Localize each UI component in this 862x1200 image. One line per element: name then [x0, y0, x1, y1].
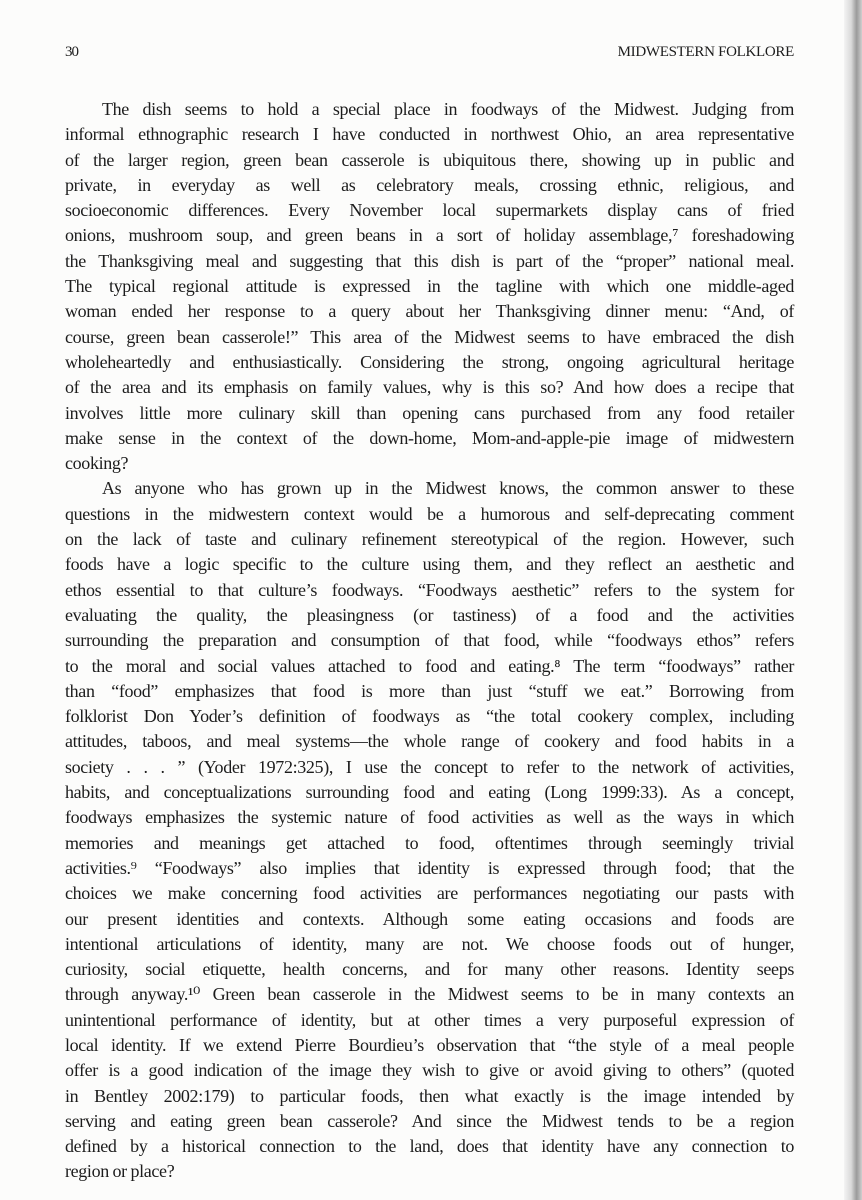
text-line: course, green bean casserole!” This area of the Midwest seems to have embraced the dish	[65, 326, 794, 347]
body-text	[65, 97, 794, 1185]
text-line: The dish seems to hold a special place in foodways of the Midwest. Judging from	[102, 99, 794, 119]
text-line: region or place?	[65, 1161, 175, 1182]
text-line: evaluating the quality, the pleasingness (or tastiness) of a food and the activities	[65, 604, 794, 625]
text-line: society . . . ” (Yoder 1972:325), I use the concept to refer to the network of activities,	[65, 756, 794, 777]
text-line: of the area and its emphasis on family values, why is this so? And how does a recipe that	[65, 377, 794, 398]
text-line: our present identities and contexts. Although some eating occasions and foods are	[65, 908, 794, 929]
text-line: habits, and conceptualizations surrounding food and eating (Long 1999:33). As a concept,	[65, 782, 794, 803]
text-line: intentional articulations of identity, many are not. We choose foods out of hunger,	[65, 933, 794, 954]
text-line: offer is a good indication of the image they wish to give or avoid giving to others” (quoted	[65, 1060, 794, 1081]
text-line: the Thanksgiving meal and suggesting that this dish is part of the “proper” national meal.	[65, 250, 794, 271]
page-number: 30	[65, 44, 78, 60]
text-line: surrounding the preparation and consumption of that food, while “foodways ethos” refers	[65, 630, 794, 651]
text-line: local identity. If we extend Pierre Bourdieu’s observation that “the style of a meal people	[65, 1034, 794, 1055]
page-header	[65, 44, 794, 68]
running-head: MIDWESTERN FOLKLORE	[617, 44, 794, 60]
text-line: socioeconomic differences. Every November local supermarkets display cans of fried	[65, 200, 794, 221]
text-line: ethos essential to that culture’s foodways. “Foodways aesthetic” refers to the system for	[65, 579, 794, 600]
paragraph	[65, 476, 794, 1184]
text-line: private, in everyday as well as celebratory meals, crossing ethnic, religious, and	[65, 174, 794, 195]
text-line: on the lack of taste and culinary refinement stereotypical of the region. However, such	[65, 529, 794, 550]
text-line: wholeheartedly and enthusiastically. Considering the strong, ongoing agricultural heritage	[65, 351, 794, 372]
text-line: informal ethnographic research I have conducted in northwest Ohio, an area representative	[65, 124, 794, 145]
text-line: foodways emphasizes the systemic nature of food activities as well as the ways in which	[65, 807, 794, 828]
text-line: woman ended her response to a query about her Thanksgiving dinner menu: “And, of	[65, 301, 794, 322]
text-line: questions in the midwestern context would be a humorous and self-deprecating comment	[65, 503, 794, 524]
text-line: folklorist Don Yoder’s definition of foodways as “the total cookery complex, including	[65, 706, 794, 727]
text-line: The typical regional attitude is expressed in the tagline with which one middle-aged	[65, 276, 794, 297]
text-line: attitudes, taboos, and meal systems—the whole range of cookery and food habits in a	[65, 731, 794, 752]
text-line: onions, mushroom soup, and green beans in a sort of holiday assemblage,⁷ foreshadowing	[65, 225, 794, 246]
text-line: cooking?	[65, 453, 129, 474]
text-line: memories and meanings get attached to food, oftentimes through seemingly trivial	[65, 832, 794, 853]
text-line: serving and eating green bean casserole? And since the Midwest tends to be a region	[65, 1110, 794, 1131]
text-line: curiosity, social etiquette, health concerns, and for many other reasons. Identity seeps	[65, 959, 794, 980]
scan-edge-shadow	[844, 0, 862, 1200]
text-line: through anyway.¹⁰ Green bean casserole in the Midwest seems to be in many contexts an	[65, 984, 794, 1005]
text-line: unintentional performance of identity, but at other times a very purposeful expression of	[65, 1009, 794, 1030]
paragraph	[65, 97, 794, 476]
text-line: foods have a logic specific to the culture using them, and they reflect an aesthetic and	[65, 554, 794, 575]
text-line: than “food” emphasizes that food is more than just “stuff we eat.” Borrowing from	[65, 680, 794, 701]
text-line: make sense in the context of the down-home, Mom-and-apple-pie image of midwestern	[65, 427, 794, 448]
text-line: of the larger region, green bean casserole is ubiquitous there, showing up in public and	[65, 149, 794, 170]
text-line: choices we make concerning food activities are performances negotiating our pasts with	[65, 883, 794, 904]
text-line: in Bentley 2002:179) to particular foods, then what exactly is the image intended by	[65, 1085, 794, 1106]
text-line: As anyone who has grown up in the Midwest knows, the common answer to these	[102, 478, 794, 499]
text-line: defined by a historical connection to the land, does that identity have any connection to	[65, 1136, 794, 1157]
text-line: activities.⁹ “Foodways” also implies that identity is expressed through food; that the	[65, 857, 794, 878]
text-line: to the moral and social values attached to food and eating.⁸ The term “foodways” rather	[65, 655, 794, 676]
text-line: involves little more culinary skill than opening cans purchased from any food retailer	[65, 402, 794, 423]
